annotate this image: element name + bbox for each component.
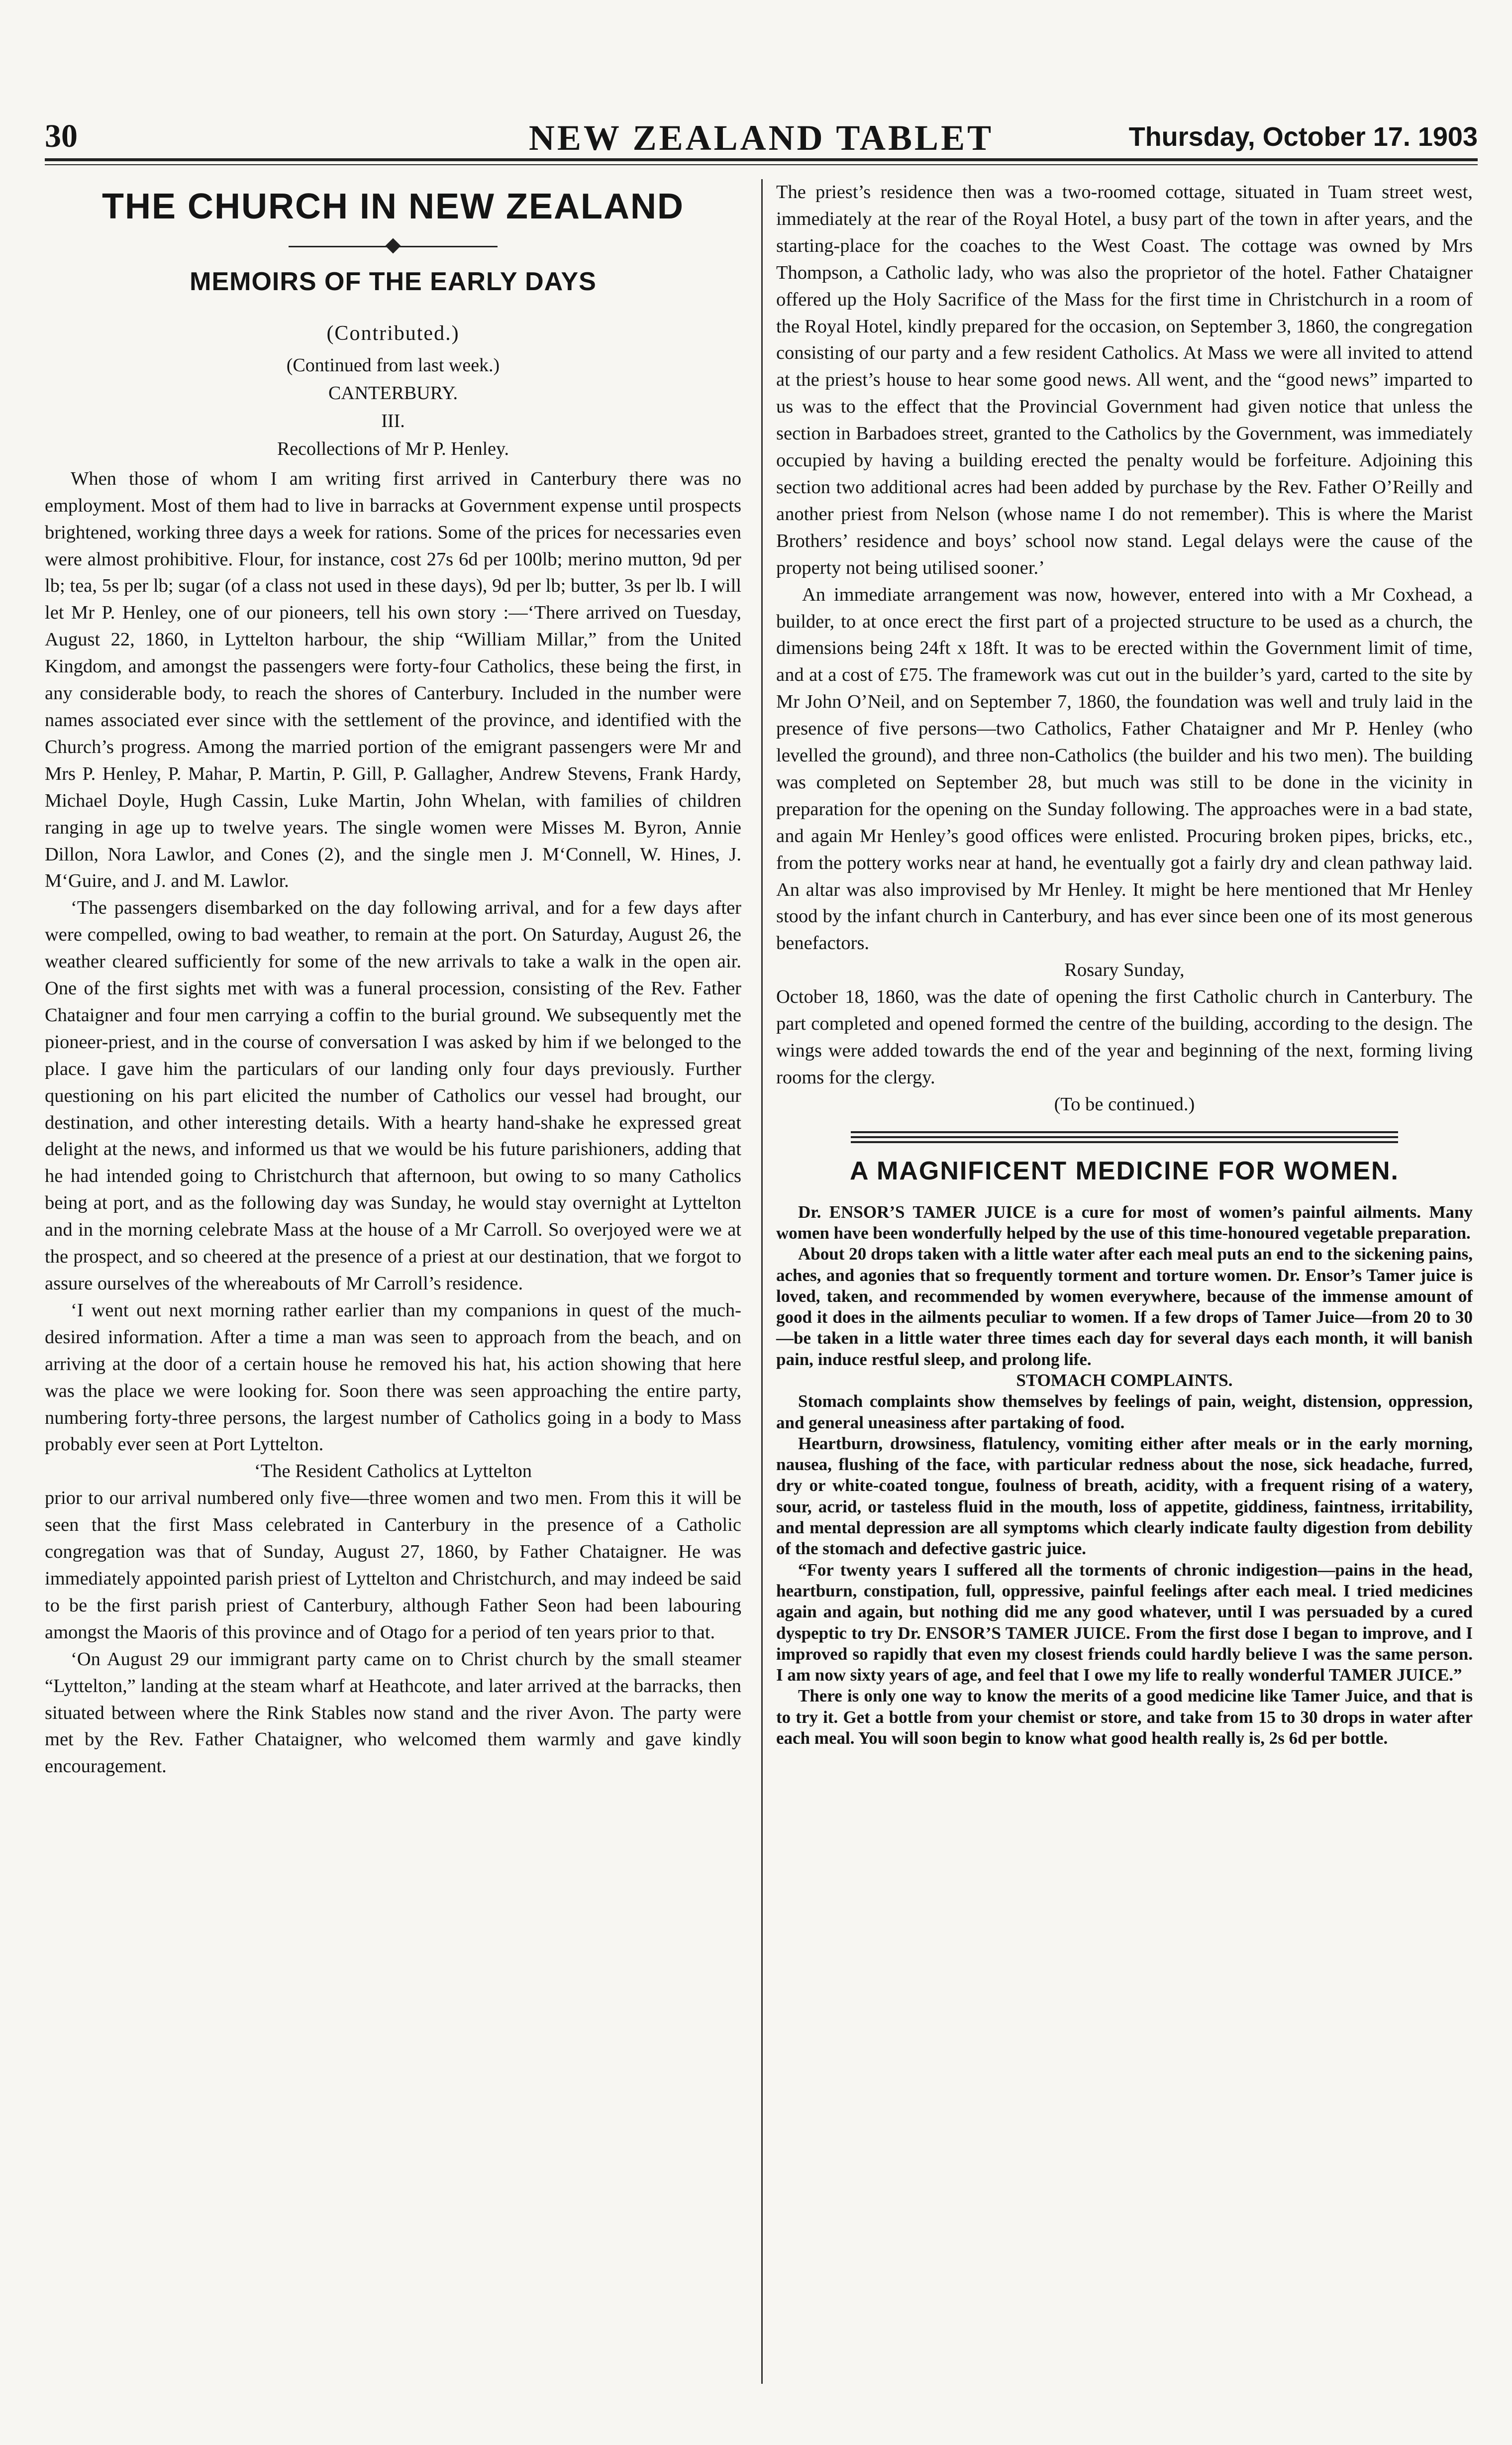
section-heading: CANTERBURY.: [328, 382, 458, 404]
column-divider: [761, 179, 763, 2384]
header-rule: [45, 158, 1478, 161]
advert-separator: [851, 1131, 1398, 1143]
article-paragraph: An immediate arrangement was now, however, entered into with a Mr Coxhead, a builder, to at once erect the first part of a projected structure to be used as a church, the dimensions being 24ft x 18ft. It was to be erected within the Government limit of time, and at a cost of £75. The framework was cut out in the builder’s yard, carted to the site by Mr John O’Neil, and on September 7, 1860, the foundation was well and truly laid in the presence of five persons—two Catholics, Father Chataigner and Mr P. Henley (who levelled the ground), and three non-Catholics (the builder and his two men). The building was completed on September 28, but much was still to be done in the vicinity in preparation for the opening on the Sunday following. The approaches were in a bad state, and again Mr Henley’s good offices were enlisted. Procuring broken pipes, bricks, etc., from the pottery works near at hand, he eventually got a fairly dry and clean pathway laid. An altar was also improvised by Mr Henley. It might be here mentioned that Mr Henley stood by the infant church in Canterbury, and has ever since been one of its most generous benefactors.: [776, 584, 1473, 954]
article-paragraph: The priest’s residence then was a two-roomed cottage, situated in Tuam street west, immediately at the rear of the Royal Hotel, a busy part of the town in after years, and the starting-place for the coaches to the West Coast. The cottage was owned by Mrs Thompson, a Catholic lady, who was also the proprietor of the hotel. Father Chataigner offered up the Holy Sacrifice of the Mass for the first time in Christchurch in a room of the Royal Hotel, kindly prepared for the occasion, on September 3, 1860, the congregation consisting of our party and a few resident Catholics. At Mass we were all invited to attend at the priest’s house to hear some good news. All went, and the “good news” imparted to us was to the effect that the Provincial Government had given notice that unless the section in Barbadoes street, granted to the Catholics by the Government, was immediately occupied by having a building erected the penalty would be forfeiture. Adjoining this section two additional acres had been added by purchase by the Rev. Father O’Reilly and another priest from Nelson (whose name I do not remember). This is where the Marist Brothers’ residence and boys’ school now stand. Legal delays were the cause of the property not being utilised sooner.’: [776, 182, 1473, 578]
article-title: THE CHURCH IN NEW ZEALAND: [102, 187, 684, 226]
advert-subhead: STOMACH COMPLAINTS.: [1016, 1371, 1233, 1390]
part-number: III.: [381, 410, 405, 431]
page-number: 30: [45, 118, 78, 154]
to-be-continued: (To be continued.): [1054, 1093, 1195, 1115]
continued-note: (Continued from last week.): [286, 354, 500, 376]
resident-catholics-heading: ‘The Resident Catholics at Lyttelton: [254, 1461, 532, 1482]
recollections-heading: Recollections of Mr P. Henley.: [277, 438, 509, 459]
advert-paragraph: Stomach complaints show themselves by feelings of pain, weight, distension, oppression, and general uneasiness after partaking of food.: [776, 1391, 1473, 1432]
right-column: [776, 179, 1473, 1749]
advert-paragraph: There is only one way to know the merits of a good medicine like Tamer Juice, and that is to try it. Get a bottle from your chemist or store, and take from 15 to 30 drops in water after each meal. You will soon begin to know what good health really is, 2s 6d per bottle.: [776, 1686, 1473, 1748]
rosary-sunday-heading: Rosary Sunday,: [1064, 959, 1185, 981]
advert-paragraph: Dr. ENSOR’S TAMER JUICE is a cure for most of women’s painful ailments. Many women have been wonderfully helped by the use of this time-honoured vegetable preparation.: [776, 1202, 1473, 1243]
header-rule-thin: [45, 164, 1478, 165]
masthead: NEW ZEALAND TABLET: [528, 118, 994, 158]
advert-paragraph: “For twenty years I suffered all the torments of chronic indigestion—pains in the head, heartburn, constipation, full, oppressive, painful feelings after each meal. I tried medicines again and again, but nothing did me any good whatever, until I was persuaded by a cured dyspeptic to try Dr. ENSOR’S TAMER JUICE. From the first dose I began to improve, and I improved so rapidly that even my closest friends could hardly believe I was the same person. I am now sixty years of age, and feel that I owe my life to really wonderful TAMER JUICE.”: [776, 1560, 1473, 1685]
article-paragraph: ‘On August 29 our immigrant party came on to Christ church by the small steamer “Lyttelton,” landing at the steam wharf at Heathcote, and later arrived at the barracks, then situated between where the Rink Stables now stand and the river Avon. The party were met by the Rev. Father Chataigner, who welcomed them warmly and gave kindly encouragement.: [45, 1648, 741, 1777]
dateline: Thursday, October 17. 1903: [1128, 122, 1478, 152]
article-paragraph: prior to our arrival numbered only five—three women and two men. From this it will be seen that the first Mass celebrated in Canterbury in the presence of a Catholic congregation was that of Sunday, August 27, 1860, by Father Chataigner. He was immediately appointed parish priest of Lyttelton and Christchurch, and may indeed be said to be the first parish priest of Canterbury, although Father Seon had been labouring amongst the Maoris of this province and of Otago for a period of ten years prior to that.: [45, 1488, 741, 1643]
advert-paragraph: Heartburn, drowsiness, flatulency, vomiting either after meals or in the early morning, nausea, flushing of the face, with particular redness about the nose, sick headache, furred, dry or white-coated tongue, foulness of breath, acidity, with a frequent rising of a watery, sour, acrid, or tasteless fluid in the mouth, loss of appetite, giddiness, faintness, irritability, and mental depression are all symptoms which clearly indicate faulty digestion from debility of the stomach and defective gastric juice.: [776, 1433, 1473, 1559]
contributed-note: (Contributed.): [326, 321, 460, 345]
advert-paragraph: About 20 drops taken with a little water after each meal puts an end to the sickening pains, aches, and agonies that so frequently torment and torture women. Dr. Ensor’s Tamer juice is loved, taken, and recommended by women everywhere, because of the immense amount of good it does in the ailments peculiar to women. If a few drops of Tamer Juice—from 20 to 30—be taken in a little water three times each day for several days each month, it will banish pain, induce restful sleep, and prolong life.: [776, 1244, 1473, 1369]
article-paragraph: ‘I went out next morning rather earlier than my companions in quest of the much-desired information. After a time a man was seen to approach from the beach, and on arriving at the door of a certain house he removed his hat, his action showing that here was the place we were looking for. Soon there was seen approaching the entire party, numbering forty-three persons, the largest number of Catholics going in a body to Mass probably ever seen at Port Lyttelton.: [45, 1299, 741, 1455]
title-ornament-rule: [289, 239, 498, 254]
article-paragraph: When those of whom I am writing first arrived in Canterbury there was no employment. Most of them had to live in barracks at Government expense until prospects brightened, working three days a week for rations. Some of the prices for necessaries even were almost prohibitive. Flour, for instance, cost 27s 6d per 100lb; merino mutton, 9d per lb; tea, 5s per lb; sugar (of a class not used in these days), 9d per lb; butter, 3s per lb. I will let Mr P. Henley, one of our pioneers, tell his own story :—‘There arrived on Tuesday, August 22, 1860, in Lyttelton harbour, the ship “William Millar,” from the United Kingdom, and amongst the passengers were forty-four Catholics, these being the first, in any considerable body, to reach the shores of Canterbury. Included in the number were names associated ever since with the settlement of the province, and identified with the Church’s progress. Among the married portion of the emigrant passengers were Mr and Mrs P. Henley, P. Mahar, P. Martin, P. Gill, P. Gallagher, Andrew Stevens, Frank Hardy, Michael Doyle, Hugh Cassin, Luke Martin, John Whelan, with families of children ranging in age up to twelve years. The single women were Misses M. Byron, Annie Dillon, Nora Lawlor, and Cones (2), and the single men J. M‘Connell, W. Hines, J. M‘Guire, and J. and M. Lawlor.: [45, 468, 741, 892]
advert-title: A MAGNIFICENT MEDICINE FOR WOMEN.: [849, 1156, 1400, 1185]
article-paragraph: October 18, 1860, was the date of opening the first Catholic church in Canterbury. The part completed and opened formed the centre of the building, according to the design. The wings were added towards the end of the year and beginning of the next, forming living rooms for the clergy.: [776, 986, 1473, 1088]
left-column: [45, 179, 741, 1780]
advertisement: [776, 1202, 1473, 1749]
page-header: [45, 117, 1478, 162]
article-subtitle: MEMOIRS OF THE EARLY DAYS: [190, 267, 597, 296]
article-paragraph: ‘The passengers disembarked on the day following arrival, and for a few days after were compelled, owing to bad weather, to remain at the port. On Saturday, August 26, the weather cleared sufficiently for some of the new arrivals to take a walk in the open air. One of the first sights met with was a funeral procession, consisting of the Rev. Father Chataigner and four men carrying a coffin to the burial ground. We subsequently met the pioneer-priest, and in the course of conversation I was asked by him if we belonged to the place. I gave him the particulars of our landing only four days previously. Further questioning on his part elicited the number of Catholics our vessel had brought, our destination, and other interesting details. With a hearty hand-shake he expressed great delight at the news, and informed us that we would be his future parishioners, adding that he had intended going to Christchurch that afternoon, but owing to so many Catholics being at port, and as the following day was Sunday, he would stay overnight at Lyttelton and in the morning celebrate Mass at the house of a Mr Carroll. So overjoyed were we at the prospect, and so cheered at the presence of a priest at our destination, that we forgot to assure ourselves of the whereabouts of Mr Carroll’s residence.: [45, 897, 741, 1294]
